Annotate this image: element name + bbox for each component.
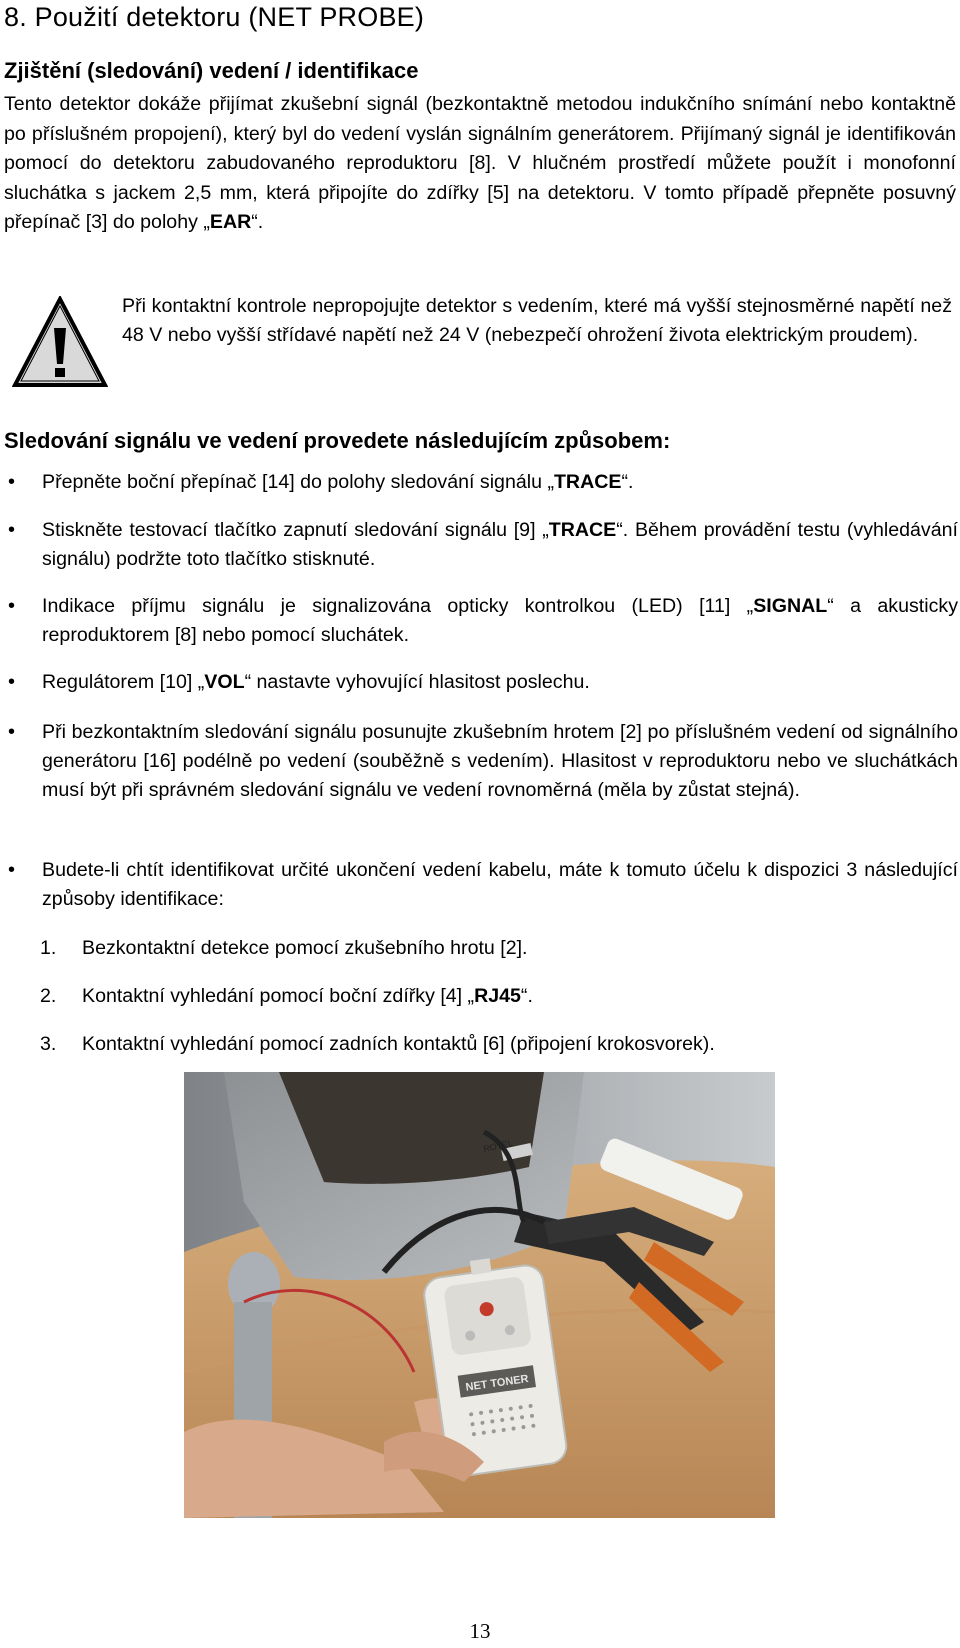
bullet-icon: • — [8, 859, 16, 881]
device-label: NET TONER — [464, 1373, 530, 1394]
intro-paragraph: Tento detektor dokáže přijímat zkušební signál (bezkontaktně metodou indukčního snímání nebo kontaktně po příslušném propojení), který byl do vedení vyslán signálním generátorem. Přijímaný signál je identifikován pomocí do detektoru zabudovaného reproduktoru [8]. V hlučném prostředí můžete použít i monofonní sluchátka s jackem 2,5 mm, která připojíte do zdířky [5] na detektoru. V tomto případě přepněte posuvný přepínač [3] do polohy „EAR“. — [4, 93, 956, 233]
item-number: 3. — [40, 1033, 57, 1055]
bold-keyword: TRACE — [548, 519, 617, 541]
bold-keyword: RJ45 — [474, 985, 521, 1007]
bullet-icon: • — [8, 519, 16, 541]
item-text: Bezkontaktní detekce pomocí zkušebního hrotu [2]. — [82, 937, 528, 959]
list-item-text: Budete-li chtít identifikovat určité ukončení vedení kabelu, máte k tomuto účelu k dispozici 3 následující způsoby identifikace: — [42, 859, 958, 910]
item-number: 2. — [40, 985, 57, 1007]
page-number: 13 — [469, 1619, 491, 1643]
list-item-text: Přepněte boční přepínač [14] do polohy sledování signálu „TRACE“. — [42, 471, 634, 493]
subsection-title-identification: Zjištění (sledování) vedení / identifikace — [4, 58, 419, 83]
bullet-icon: • — [8, 721, 16, 743]
tv-brand: ROTEL — [482, 1137, 514, 1154]
bold-keyword: EAR — [209, 211, 252, 233]
bold-keyword: VOL — [204, 671, 245, 693]
bullet-icon: • — [8, 671, 16, 693]
section-heading: 8. Použití detektoru (NET PROBE) — [4, 2, 425, 32]
photo-illustration — [184, 1072, 775, 1518]
bullet-icon: • — [8, 471, 16, 493]
warning-text: Při kontaktní kontrole nepropojujte detektor s vedením, které má vyšší stejnosměrné napětí než 48 V nebo vyšší střídavé napětí než 24 V (nebezpečí ohrožení života elektrickým proudem). — [122, 295, 952, 346]
list-item-text: Regulátorem [10] „VOL“ nastavte vyhovující hlasitost poslechu. — [42, 671, 590, 693]
photo-net-probe-in-use — [184, 1072, 775, 1518]
item-text: Kontaktní vyhledání pomocí zadních kontaktů [6] (připojení krokosvorek). — [82, 1033, 715, 1055]
bold-keyword: TRACE — [553, 471, 622, 493]
warning-exclamation-triangle-icon — [12, 296, 108, 388]
item-text: Kontaktní vyhledání pomocí boční zdířky [4] „RJ45“. — [82, 985, 533, 1007]
bullet-icon: • — [8, 595, 16, 617]
subsection-title-signal-tracing: Sledování signálu ve vedení provedete následujícím způsobem: — [4, 428, 671, 453]
list-item-text: Indikace příjmu signálu je signalizována opticky kontrolkou (LED) [11] „SIGNAL“ a akusticky reproduktorem [8] nebo pomocí sluchátek. — [42, 595, 958, 646]
item-number: 1. — [40, 937, 57, 959]
bold-keyword: SIGNAL — [753, 595, 828, 617]
list-item-text: Při bezkontaktním sledování signálu posunujte zkušebním hrotem [2] po příslušném vedení od signálního generátoru [16] podélně po vedení (souběžně s vedením). Hlasitost v reproduktoru nebo ve sluchátkách musí být při správném sledování signálu ve vedení rovnoměrná (měla by zůstat stejná). — [42, 721, 958, 801]
list-item-text: Stiskněte testovací tlačítko zapnutí sledování signálu [9] „TRACE“. Během provádění testu (vyhledávání signálu) podržte toto tlačítko stisknuté. — [42, 519, 958, 570]
